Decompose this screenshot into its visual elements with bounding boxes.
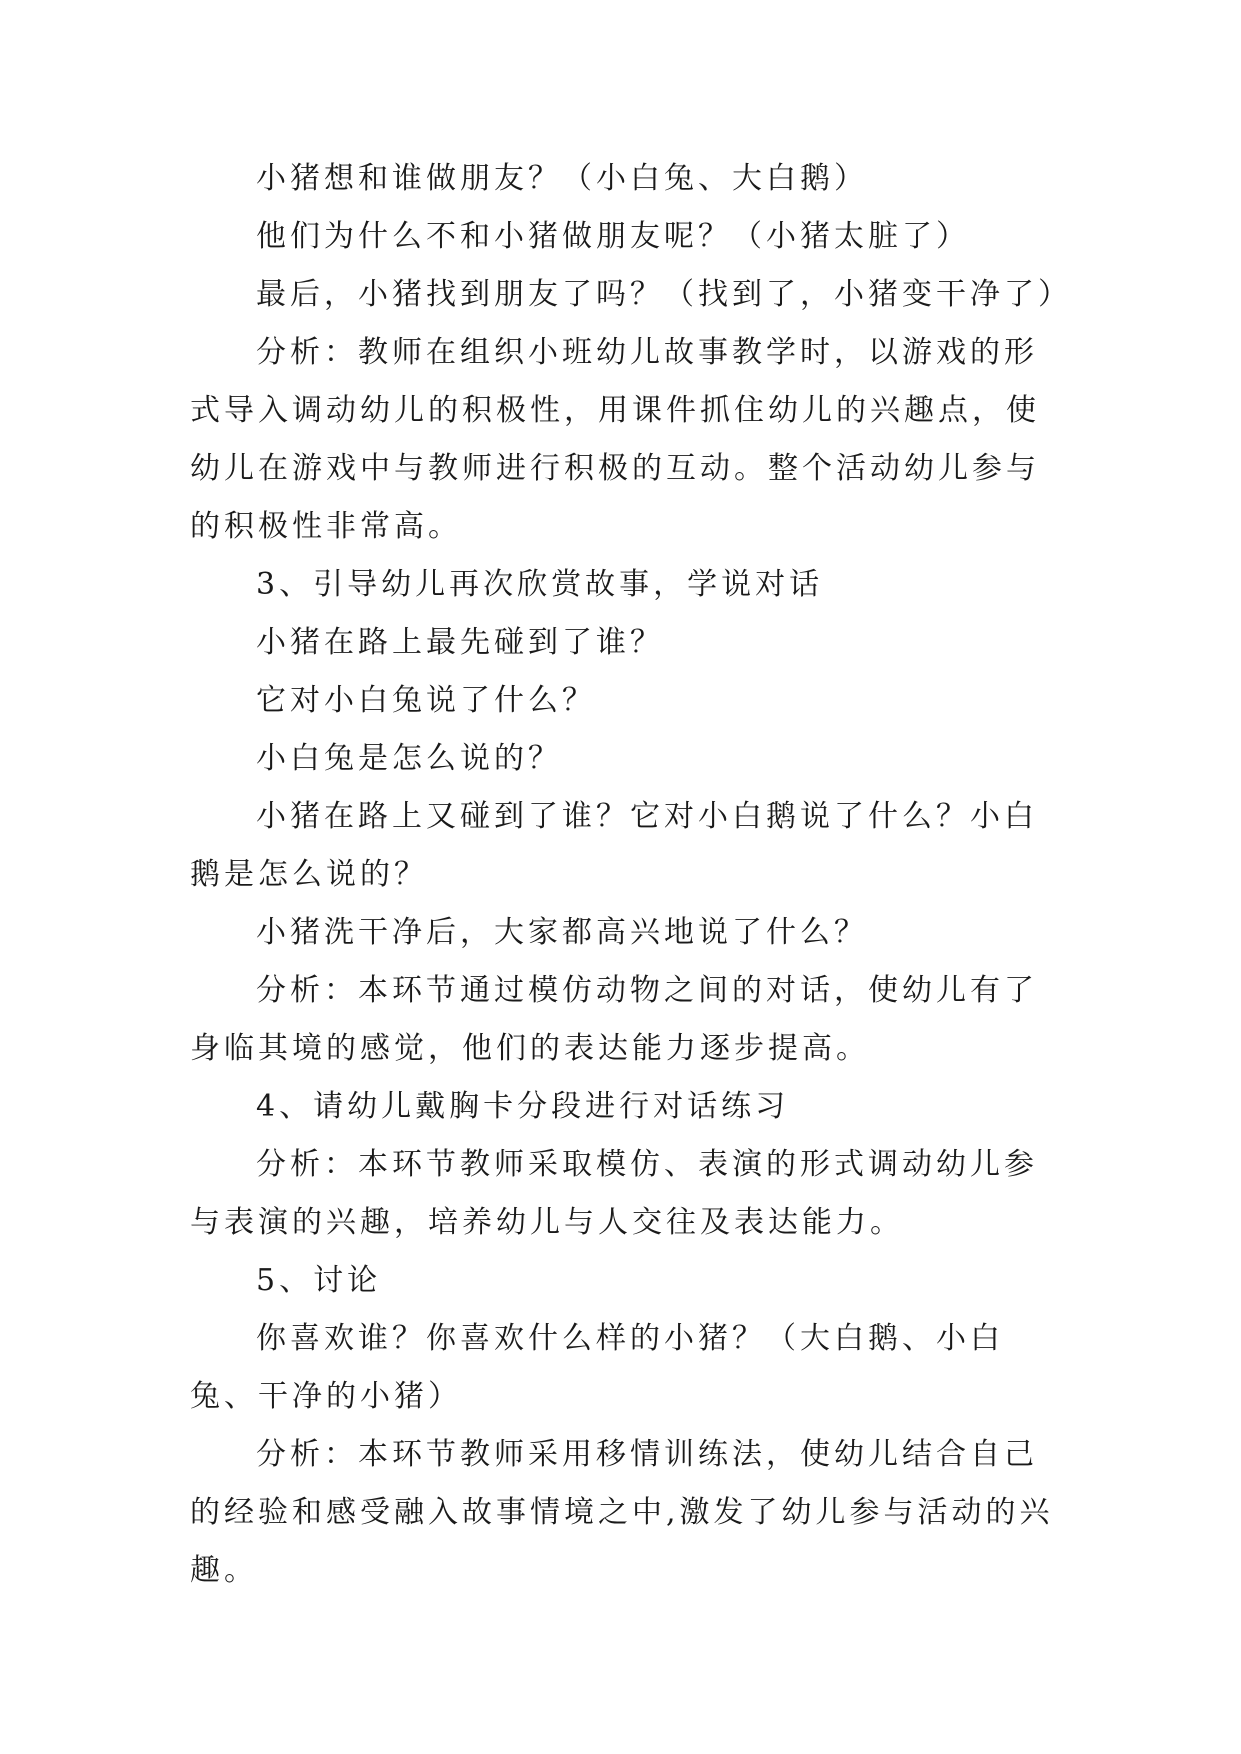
question-first-met: 小猪在路上最先碰到了谁？ (256, 625, 664, 660)
section-5-heading: 5、讨论 (256, 1263, 382, 1298)
analysis-paragraph-4: 分析：本环节教师采用移情训练法，使幼儿结合自己的经验和感受融入故事情境之中,激发了幼儿参与活动的兴趣。 (190, 1437, 1054, 1588)
question-said-to-rabbit: 它对小白兔说了什么？ (256, 683, 596, 718)
question-after-clean: 小猪洗干净后，大家都高兴地说了什么？ (256, 915, 868, 950)
question-met-again: 小猪在路上又碰到了谁？它对小白鹅说了什么？小白鹅是怎么说的？ (190, 799, 1038, 892)
question-friends: 小猪想和谁做朋友？（小白兔、大白鹅） (256, 161, 868, 196)
section-4-heading: 4、请幼儿戴胸卡分段进行对话练习 (256, 1089, 790, 1124)
question-who-you-like: 你喜欢谁？你喜欢什么样的小猪？（大白鹅、小白兔、干净的小猪） (190, 1321, 1004, 1414)
question-found-friends: 最后，小猪找到朋友了吗？（找到了，小猪变干净了） (256, 277, 1072, 312)
question-rabbit-said: 小白兔是怎么说的？ (256, 741, 562, 776)
analysis-paragraph-3: 分析：本环节教师采取模仿、表演的形式调动幼儿参与表演的兴趣，培养幼儿与人交往及表达能力。 (190, 1147, 1038, 1240)
document-body (190, 150, 1072, 1600)
analysis-paragraph-1: 分析：教师在组织小班幼儿故事教学时，以游戏的形式导入调动幼儿的积极性，用课件抓住幼儿的兴趣点，使幼儿在游戏中与教师进行积极的互动。整个活动幼儿参与的积极性非常高。 (190, 335, 1040, 544)
section-3-heading: 3、引导幼儿再次欣赏故事，学说对话 (256, 567, 824, 602)
analysis-paragraph-2: 分析：本环节通过模仿动物之间的对话，使幼儿有了身临其境的感觉，他们的表达能力逐步提高。 (190, 973, 1038, 1066)
question-why-not-friends: 他们为什么不和小猪做朋友呢？（小猪太脏了） (256, 219, 970, 254)
